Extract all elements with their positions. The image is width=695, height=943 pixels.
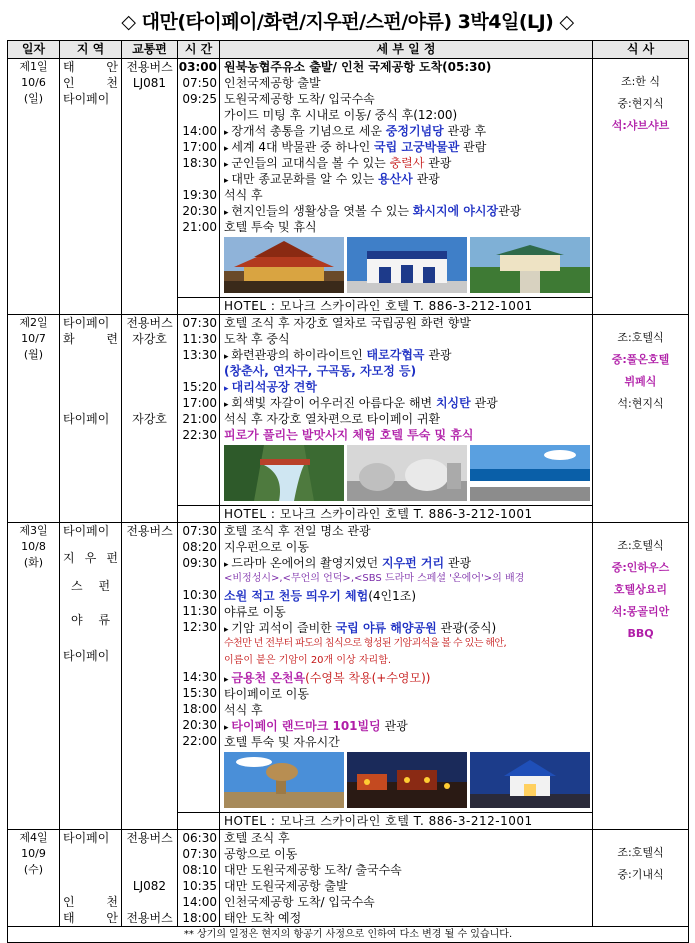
time-cell: 06:30 07:30 08:10 10:35 14:00 18:00: [178, 830, 220, 927]
bullet-arrow-icon: ▸: [224, 144, 232, 154]
footer-note: ** 상기의 일정은 현지의 항공기 사정으로 인하여 다소 변경 될 수 있습니다.: [8, 927, 689, 943]
bullet-arrow-icon: ▸: [224, 176, 232, 186]
header-details: 세 부 일 정: [220, 41, 593, 59]
footer-row: [8, 927, 689, 943]
photo-strip: [224, 752, 590, 808]
beach-photo: [470, 445, 590, 501]
time-cell: 03:00 07:50 09:25 14:00 17:00 18:30 19:30 20:30 21:00: [178, 59, 220, 298]
temple-photo: [224, 237, 344, 293]
palace-photo: [470, 237, 590, 293]
page-title: ◇ 대만(타이페이/화련/지우펀/스펀/야류) 3박4일(LJ) ◇: [121, 10, 574, 33]
detail-cell: 호텔 조식 후 공항으로 이동 대만 도원국제공항 도착/ 출국수속 대만 도원국제공항 출발 인천국제공항 도착/ 입국수속 태안 도착 예정: [220, 830, 593, 927]
day-row: [8, 315, 689, 506]
day-row: [8, 830, 689, 927]
bullet-arrow-icon: ▸: [224, 723, 232, 733]
hotel-info: HOTEL : 모나크 스카이라인 호텔 T. 886-3-212-1001: [220, 813, 593, 830]
photo-strip: [224, 237, 590, 293]
header-transport: 교통편: [122, 41, 178, 59]
itinerary-table: [7, 40, 689, 943]
header-place: 지 역: [60, 41, 122, 59]
gate-photo: [347, 237, 467, 293]
hotel-info: HOTEL : 모나크 스카이라인 호텔 T. 886-3-212-1001: [220, 298, 593, 315]
time-cell: 07:30 08:20 09:30 10:30 11:30 12:30 14:30 15:30 18:00 20:30 22:00: [178, 523, 220, 813]
hotel-info: HOTEL : 모나크 스카이라인 호텔 T. 886-3-212-1001: [220, 506, 593, 523]
bullet-arrow-icon: ▸: [224, 625, 232, 635]
meal-cell: 조:호텔식 중:풀온호텔 뷔페식 석:현지식: [593, 315, 689, 523]
bullet-arrow-icon: ▸: [224, 400, 232, 410]
header-meals: 식 사: [593, 41, 689, 59]
bullet-arrow-icon: ▸: [224, 128, 232, 138]
photo-strip: [224, 445, 590, 501]
jiufen-night-photo: [347, 752, 467, 808]
bullet-arrow-icon: ▸: [224, 160, 232, 170]
place-cell: 타이페이 지 우 펀 스 펀 야 류 타이페이: [60, 523, 122, 830]
meal-cell: 조:한 식 중:현지식 석:샤브샤브: [593, 59, 689, 315]
place-cell: 타이페이 인 천 태 안: [60, 830, 122, 927]
day-row: [8, 523, 689, 813]
day-cell: 제1일 10/6 (일): [8, 59, 60, 315]
table-header: [8, 41, 689, 59]
transport-cell: 전용버스 LJ082 전용버스: [122, 830, 178, 927]
header-time: 시 간: [178, 41, 220, 59]
queen-head-rock-photo: [224, 752, 344, 808]
day-cell: 제3일 10/8 (화): [8, 523, 60, 830]
bullet-arrow-icon: ▸: [224, 384, 232, 394]
bullet-arrow-icon: ▸: [224, 560, 232, 570]
transport-cell: 전용버스 LJ081: [122, 59, 178, 315]
meal-cell: 조:호텔식 중:기내식: [593, 830, 689, 927]
day-cell: 제4일 10/9 (수): [8, 830, 60, 927]
bullet-arrow-icon: ▸: [224, 208, 232, 218]
day-row: [8, 59, 689, 298]
transport-cell: 전용버스: [122, 523, 178, 830]
meal-cell: 조:호텔식 중:인하우스 호텔상요리 석:몽골리안 BBQ: [593, 523, 689, 830]
detail-cell: 원북농협주유소 출발/ 인천 국제공항 도착(05:30) 인천국제공항 출발 도원국제공항 도착/ 입국수속 가이드 미팅 후 시내로 이동/ 중식 후(12:00) ▸ 장개석 총통을 기념으로 세운 중정기념당 관광 후 ▸ 세계 4대 박물관 중 하나인 국립 고궁박물관 관람 ▸ 군인들의 교대식을 볼 수 있는 충렬사 관광 ▸ 대만 종교문화를 알 수 있는 용산사 관광 석식 후 ▸ 현지인들의 생활상을 엿볼 수 있는 화시지에 야시장관광 호텔 투숙 및 휴식: [220, 59, 593, 298]
header-day: 일자: [8, 41, 60, 59]
transport-cell: 전용버스 자강호 자강호: [122, 315, 178, 523]
place-cell: 타이페이 화 련 타이페이: [60, 315, 122, 523]
detail-cell: 호텔 조식 후 자강호 열차로 국립공원 화련 향발 도착 후 중식 ▸ 화련관광의 하이라이트인 태로각협곡 관광 (창춘사, 연자구, 구곡동, 자모정 등) ▸ 대리석공장 견학 ▸ 회색빛 자갈이 어우러진 아름다운 해변 치싱탄 관광 석식 후 자강호 열차편으로 타이페이 귀환 피로가 풀리는 발맛사지 체험 호텔 투숙 및 휴식: [220, 315, 593, 506]
place-cell: 태 안 인 천 타이페이: [60, 59, 122, 315]
gorge-photo: [224, 445, 344, 501]
bullet-arrow-icon: ▸: [224, 352, 232, 362]
day-cell: 제2일 10/7 (월): [8, 315, 60, 523]
detail-cell: 호텔 조식 후 전일 명소 관광 지우펀으로 이동 ▸ 드라마 온에어의 촬영지였던 지우펀 거리 관광 <비정성시>,<무언의 언덕>,<SBS 드라마 스페셜 '온에어'>의 배경 소원 적고 천등 띄우기 체험(4인1조) 야류로 이동 ▸ 기암 괴석이 즐비한 국립 야류 해양공원 관광(중식) 수천만 년 전부터 파도의 침식으로 형성된 기암괴석을 볼 수 있는 해안, 이름이 붙은 기암이 20개 이상 자리함. ▸ 금용천 온천욕(수영복 착용(+수영모)) 타이페이로 이동 석식 후 ▸ 타이페이 랜드마크 101빌딩 관광 호텔 투숙 및 자유시간: [220, 523, 593, 813]
marble-sculpture-photo: [347, 445, 467, 501]
bullet-arrow-icon: ▸: [224, 675, 232, 685]
time-cell: 07:30 11:30 13:30 15:20 17:00 21:00 22:30: [178, 315, 220, 506]
memorial-hall-night-photo: [470, 752, 590, 808]
